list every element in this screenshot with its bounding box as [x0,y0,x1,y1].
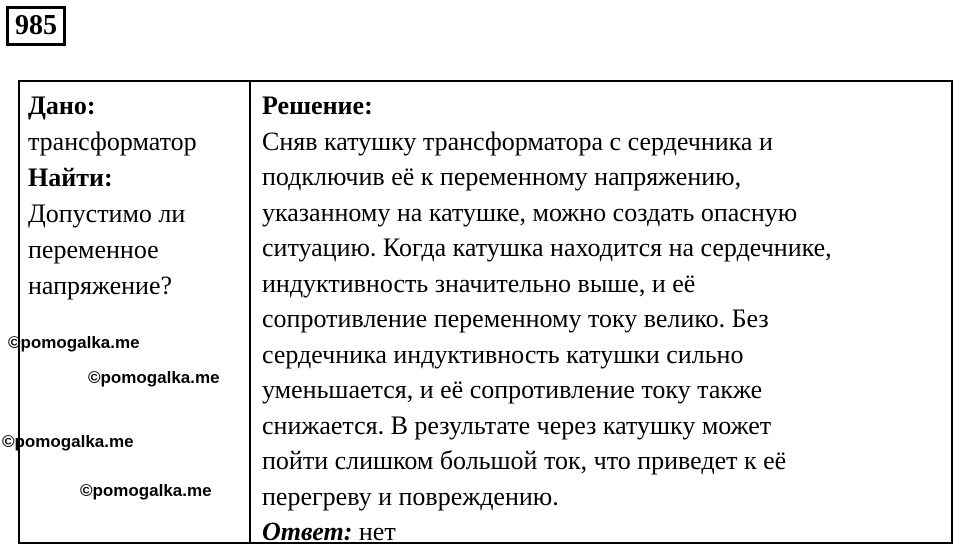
solution-line: сердечника индуктивность катушки сильно [262,339,744,369]
find-heading: Найти: [28,163,113,192]
column-divider [249,82,251,542]
find-line: Допустимо ли [28,199,186,228]
given-value: трансформатор [28,127,197,156]
watermark: ©pomogalka.me [8,333,140,352]
find-line: напряжение? [28,271,173,300]
watermark: ©pomogalka.me [88,368,220,387]
solution-heading: Решение: [262,91,373,120]
solution-line: уменьшается, и её сопротивление току также [262,375,763,404]
answer-line [262,514,947,550]
answer-label: Ответ: [262,517,353,546]
given-column [28,88,243,304]
solution-line: снижается. В результате через катушку может [262,410,772,440]
solution-line: индуктивность значительно выше, и её [262,268,696,298]
find-line: переменное [28,235,159,264]
answer-value: нет [358,517,396,546]
solution-line: ситуацию. Когда катушка находится на сердечнике, [262,233,832,262]
solution-line: указанному на катушке, можно создать опасную [262,197,798,227]
solution-line: подключив её к переменному напряжению, [262,162,742,191]
solution-line: сопротивление переменному току велико. Без [262,304,769,333]
watermark: ©pomogalka.me [2,432,134,451]
given-heading: Дано: [28,91,96,120]
solution-column [262,88,947,550]
watermark: ©pomogalka.me [80,481,212,500]
solution-line: Сняв катушку трансформатора с сердечника и [262,126,773,156]
solution-line: перегреву и повреждению. [262,481,559,511]
problem-number: 985 [6,6,66,46]
solution-table [18,80,953,544]
solution-line: пойти слишком большой ток, что приведет к её [262,446,787,475]
